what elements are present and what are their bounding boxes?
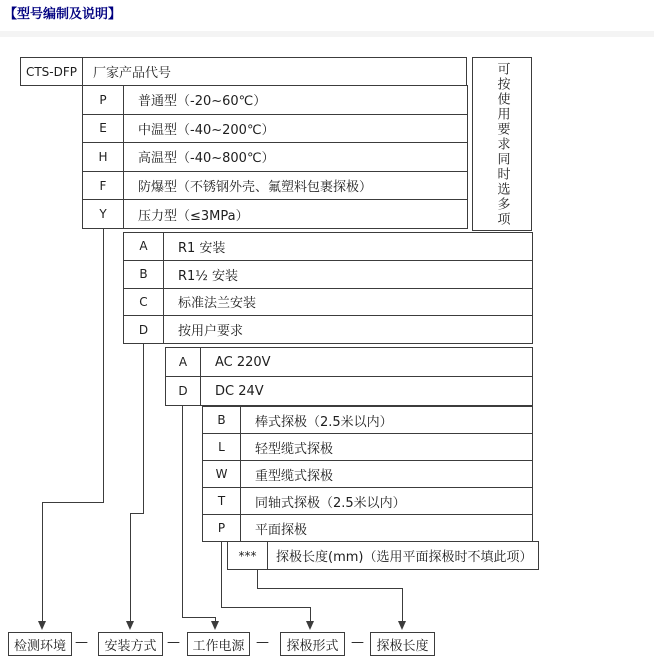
probe-desc: 棒式探极（2.5米以内）: [255, 414, 393, 430]
probe-desc: 轻型缆式探极: [255, 441, 334, 457]
probe-desc: 平面探极: [255, 522, 308, 538]
env-row: [83, 172, 467, 201]
power-code: D: [166, 377, 201, 405]
install-code: D: [124, 316, 164, 343]
env-row: [83, 200, 467, 228]
bottom-label-probe-type: 探极形式: [280, 632, 345, 656]
env-code: E: [83, 115, 124, 143]
product-name-cell: 厂家产品代号: [93, 66, 172, 81]
model-code-cell: CTS-DFP: [21, 58, 83, 85]
probe-row: [203, 515, 532, 541]
label-separator: —: [167, 635, 180, 650]
env-code: P: [83, 86, 124, 114]
power-code: A: [166, 348, 201, 376]
install-row: [124, 233, 532, 261]
divider-band: [0, 31, 654, 37]
probe-desc: 重型缆式探极: [255, 468, 334, 484]
connector-line: [42, 502, 104, 503]
env-row: [83, 143, 467, 172]
label-separator: —: [351, 635, 364, 650]
multi-select-note-box: [472, 57, 532, 231]
install-desc: R1½ 安装: [178, 268, 239, 284]
environment-section: [82, 85, 468, 229]
env-desc: 高温型（-40~800℃）: [138, 151, 275, 167]
env-desc: 普通型（-20~60℃）: [138, 94, 267, 110]
connector-line: [143, 343, 144, 514]
connector-line: [42, 502, 43, 622]
bottom-label-probe-length: 探极长度: [370, 632, 435, 656]
probe-length-row: [227, 541, 539, 570]
install-row: [124, 316, 532, 343]
connector-line: [402, 588, 403, 623]
connector-line: [257, 569, 258, 589]
install-desc: 标准法兰安装: [178, 296, 257, 312]
label-separator: —: [256, 635, 269, 650]
connector-line: [221, 541, 222, 608]
power-section: [165, 347, 533, 406]
length-code: ***: [228, 542, 268, 569]
install-code: C: [124, 289, 164, 316]
install-code: A: [124, 233, 164, 260]
bottom-label-power: 工作电源: [187, 632, 250, 656]
length-desc: 探极长度(mm)（选用平面探极时不填此项）: [276, 550, 533, 565]
install-row: [124, 289, 532, 317]
arrow-down-icon: [306, 621, 314, 630]
install-code: B: [124, 261, 164, 288]
arrow-down-icon: [38, 621, 46, 630]
product-code-row: [20, 57, 467, 86]
connector-line: [182, 617, 216, 618]
env-row: [83, 115, 467, 144]
probe-row: [203, 461, 532, 488]
bottom-label-installation: 安装方式: [98, 632, 163, 656]
arrow-down-icon: [211, 621, 219, 630]
probe-code: B: [203, 407, 241, 433]
probe-code: P: [203, 515, 241, 541]
connector-line: [221, 607, 311, 608]
probe-code: W: [203, 461, 241, 487]
arrow-down-icon: [126, 621, 134, 630]
power-desc: AC 220V: [215, 354, 271, 370]
env-code: H: [83, 143, 124, 171]
env-desc: 中温型（-40~200℃）: [138, 122, 275, 138]
env-code: F: [83, 172, 124, 200]
multi-select-note: 可按使用要求同时选多项: [494, 61, 510, 227]
env-code: Y: [83, 200, 124, 228]
install-desc: R1 安装: [178, 240, 226, 256]
label-separator: —: [75, 635, 88, 650]
probe-row: [203, 488, 532, 515]
bottom-label-environment: 检测环境: [8, 632, 72, 656]
probe-row: [203, 407, 532, 434]
install-row: [124, 261, 532, 289]
install-desc: 按用户要求: [178, 324, 244, 340]
probe-code: L: [203, 434, 241, 460]
power-desc: DC 24V: [215, 383, 264, 399]
env-desc: 压力型（≤3MPa）: [138, 208, 249, 224]
probe-type-section: [202, 406, 533, 542]
power-row: [166, 348, 532, 377]
installation-section: [123, 232, 533, 344]
arrow-down-icon: [398, 621, 406, 630]
probe-row: [203, 434, 532, 461]
page-title: 【型号编制及说明】: [4, 7, 122, 22]
power-row: [166, 377, 532, 405]
env-desc: 防爆型（不锈钢外壳、氟塑料包裹探极）: [138, 180, 373, 196]
connector-line: [182, 405, 183, 618]
env-row: [83, 86, 467, 115]
probe-desc: 同轴式探极（2.5米以内）: [255, 495, 406, 511]
connector-line: [130, 513, 144, 514]
connector-line: [103, 229, 104, 503]
probe-code: T: [203, 488, 241, 514]
connector-line: [130, 513, 131, 622]
connector-line: [257, 588, 403, 589]
